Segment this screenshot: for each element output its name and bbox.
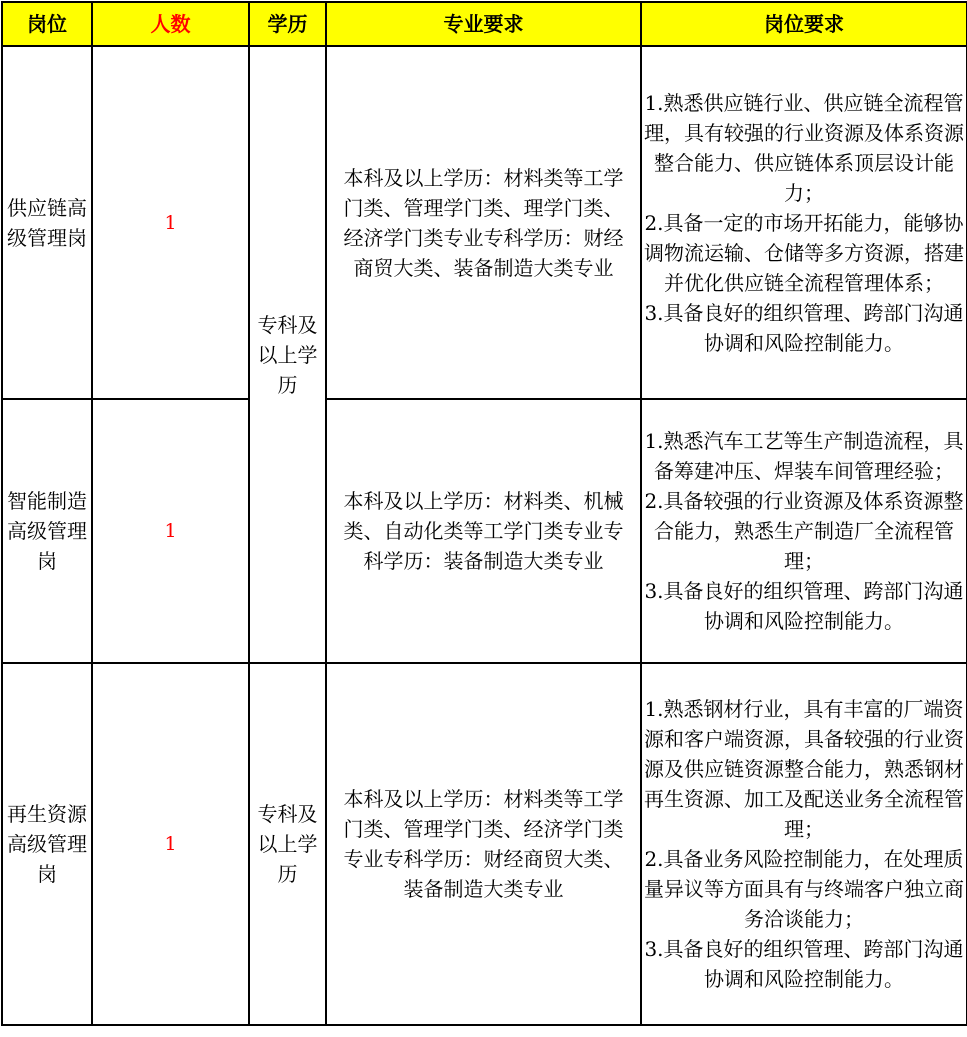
count-cell: 1 [92, 399, 249, 663]
count-cell: 1 [92, 46, 249, 399]
major-cell: 本科及以上学历：材料类等工学门类、管理学门类、经济学门类专业专科学历：财经商贸大类、装备制造大类专业 [326, 663, 641, 1025]
major-cell: 本科及以上学历：材料类等工学门类、管理学门类、理学门类、经济学门类专业专科学历：财经商贸大类、装备制造大类专业 [326, 46, 641, 399]
requirement-item: 2.具备较强的行业资源及体系资源整合能力，熟悉生产制造厂全流程管理； [644, 489, 964, 573]
header-row [2, 2, 967, 46]
requirement-item: 3.具备良好的组织管理、跨部门沟通协调和风险控制能力。 [644, 300, 964, 355]
recruitment-table [1, 1, 967, 1026]
position-cell: 智能制造高级管理岗 [2, 399, 92, 663]
header-requirements: 岗位要求 [641, 2, 967, 46]
requirement-item: 3.具备良好的组织管理、跨部门沟通协调和风险控制能力。 [644, 579, 964, 633]
requirement-item: 1.熟悉汽车工艺等生产制造流程，具备筹建冲压、焊装车间管理经验； [644, 429, 964, 483]
requirement-item: 1.熟悉供应链行业、供应链全流程管理，具有较强的行业资源及体系资源整合能力、供应链体系顶层设计能力； [644, 90, 964, 205]
requirements-cell [641, 46, 967, 399]
table-row [2, 399, 967, 663]
major-cell: 本科及以上学历：材料类、机械类、自动化类等工学门类专业专科学历：装备制造大类专业 [326, 399, 641, 663]
position-cell: 供应链高级管理岗 [2, 46, 92, 399]
requirement-item: 3.具备良好的组织管理、跨部门沟通协调和风险控制能力。 [644, 937, 964, 991]
requirements-cell [641, 663, 967, 1025]
header-position: 岗位 [2, 2, 92, 46]
requirement-item: 2.具备一定的市场开拓能力，能够协调物流运输、仓储等多方资源，搭建并优化供应链全流程管理体系； [644, 210, 964, 295]
count-cell: 1 [92, 663, 249, 1025]
table-row [2, 663, 967, 1025]
table-row [2, 46, 967, 399]
header-education: 学历 [249, 2, 326, 46]
requirement-item: 2.具备业务风险控制能力，在处理质量异议等方面具有与终端客户独立商务洽谈能力； [644, 847, 964, 931]
education-cell: 专科及以上学历 [249, 663, 326, 1025]
position-cell: 再生资源高级管理岗 [2, 663, 92, 1025]
requirements-cell [641, 399, 967, 663]
header-count: 人数 [92, 2, 249, 46]
education-cell: 专科及以上学历 [249, 46, 326, 663]
requirement-item: 1.熟悉钢材行业，具有丰富的厂端资源和客户端资源，具备较强的行业资源及供应链资源整合能力，熟悉钢材再生资源、加工及配送业务全流程管理； [644, 697, 964, 841]
header-major: 专业要求 [326, 2, 641, 46]
